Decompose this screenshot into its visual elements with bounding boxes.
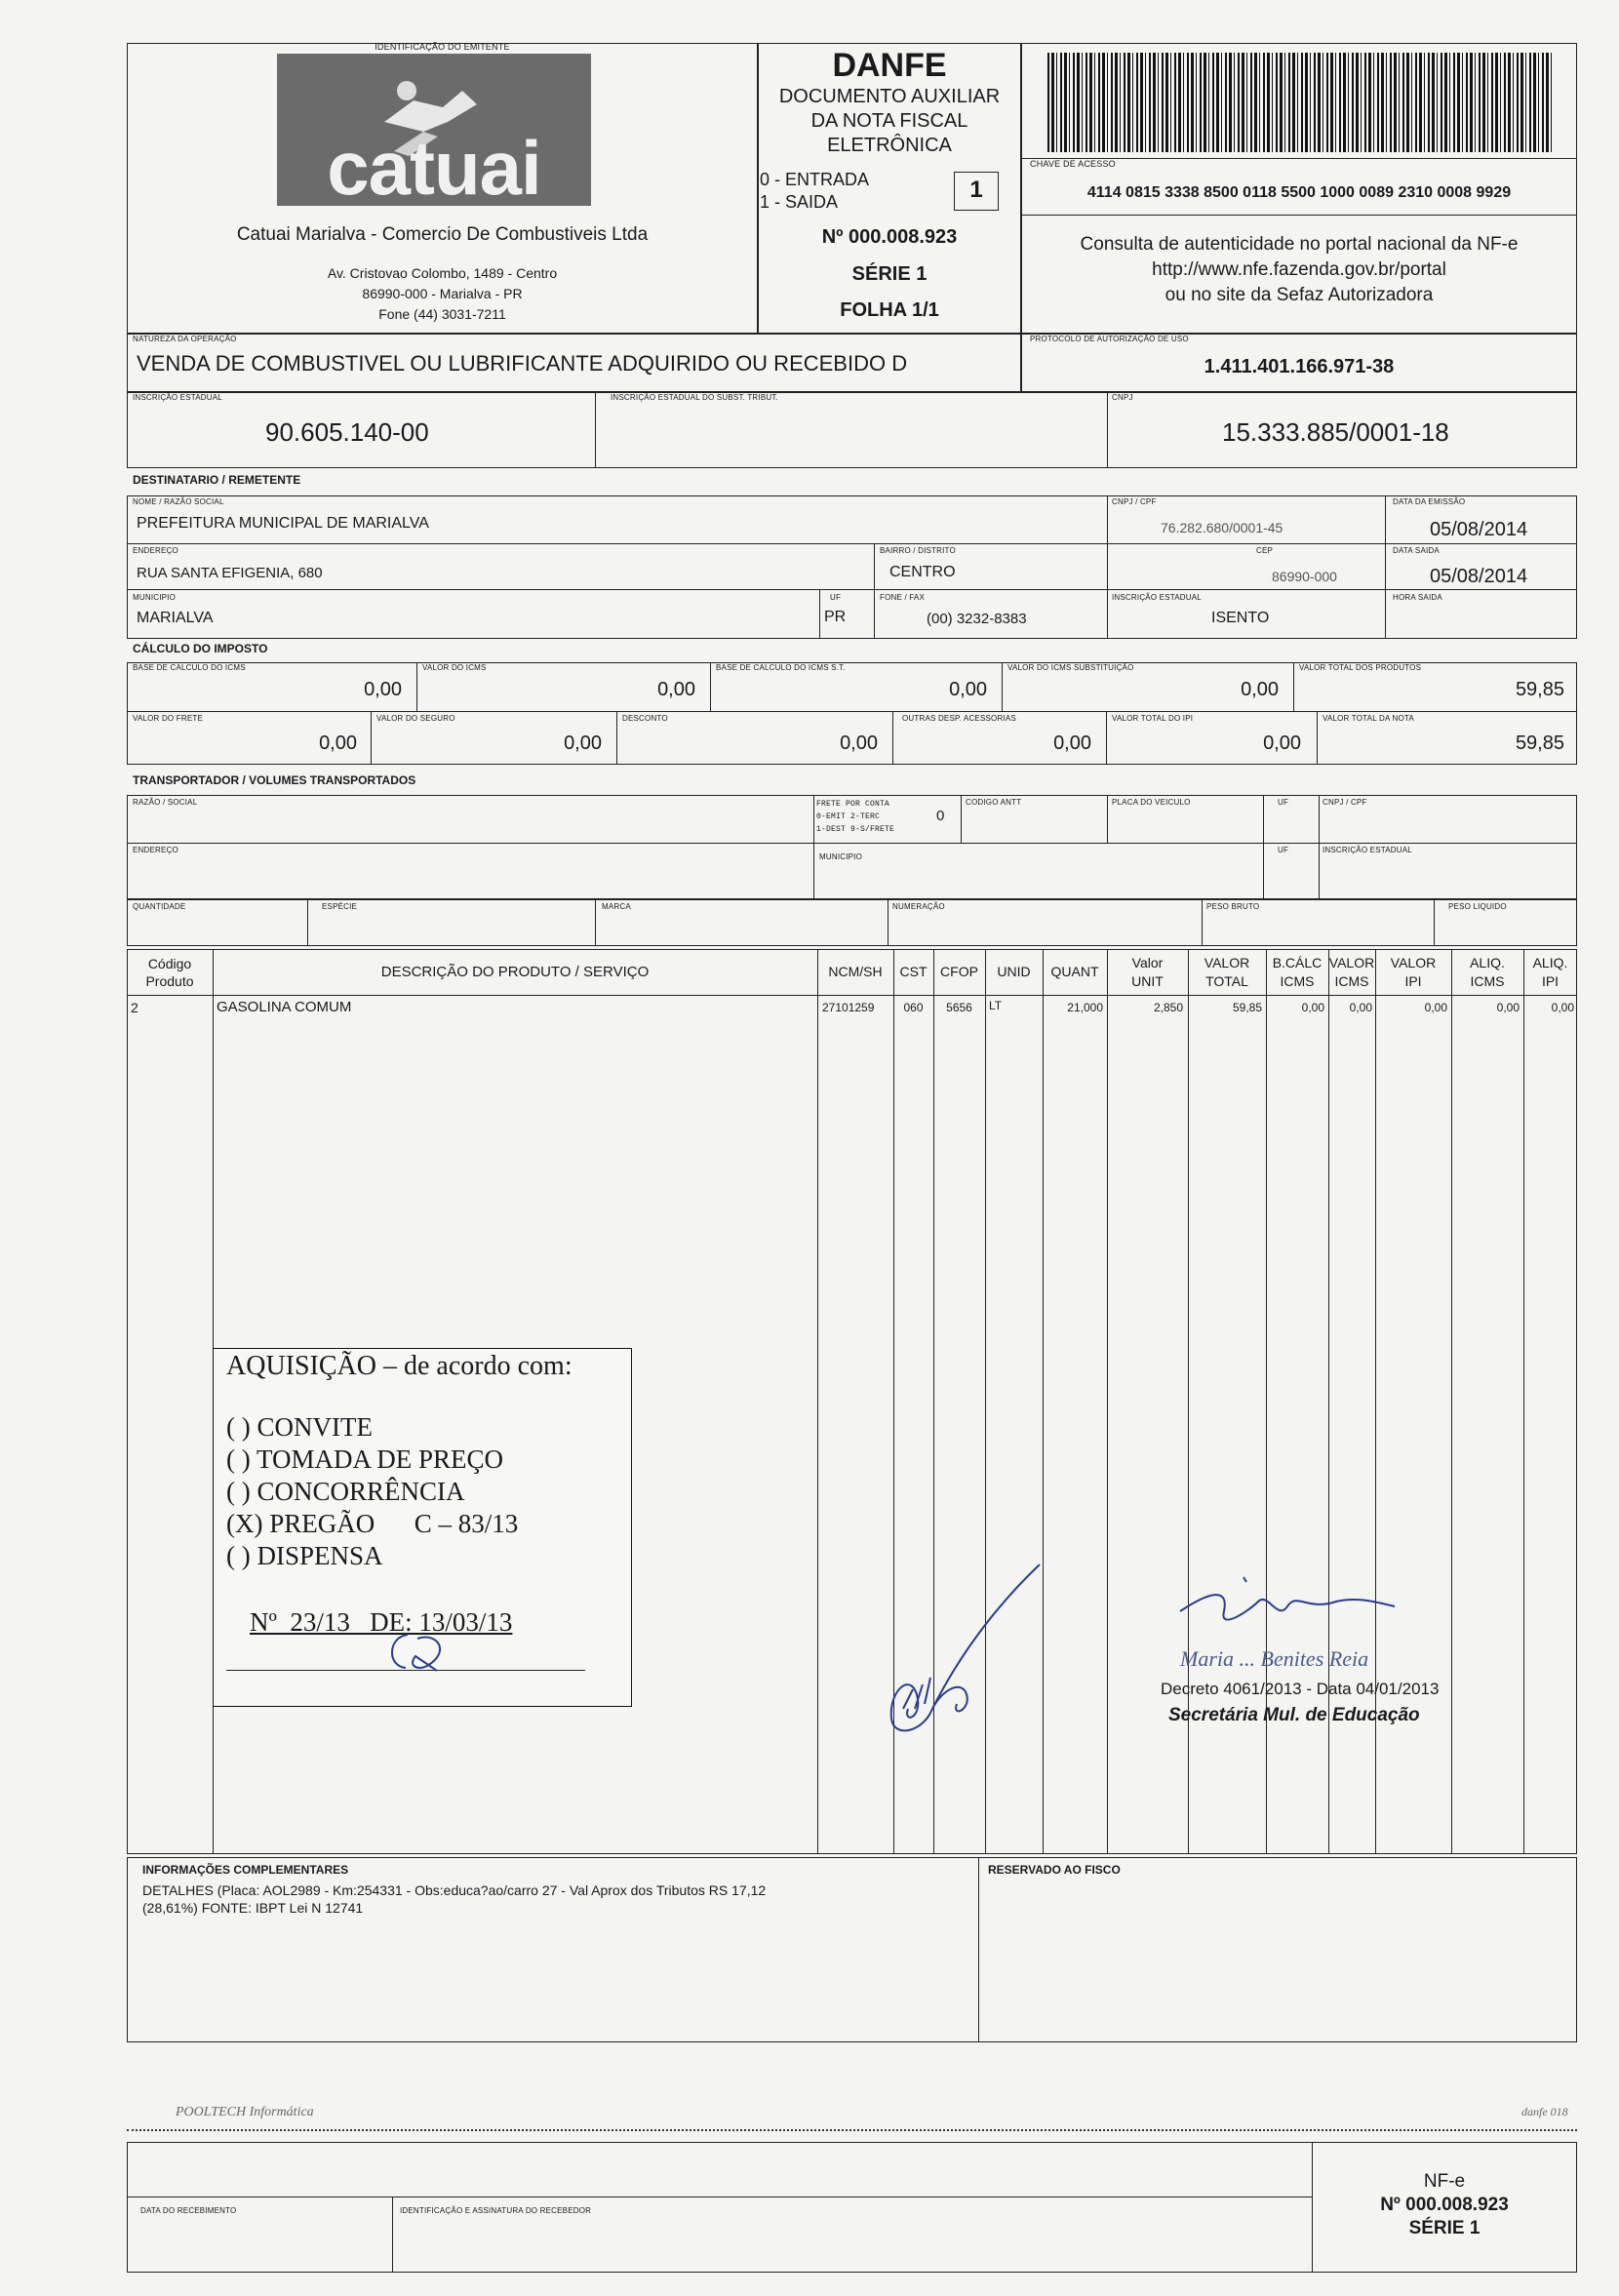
emitente-address-1: Av. Cristovao Colombo, 1489 - Centro <box>327 265 558 281</box>
signer-name: Maria ... Benites Reia <box>1180 1646 1369 1671</box>
pcol-2 <box>817 949 818 1854</box>
row-vtotal: 59,85 <box>1232 1001 1262 1014</box>
valor-icms-label: VALOR DO ICMS <box>422 663 487 672</box>
stamp-opt-1: ( ) CONVITE <box>226 1412 373 1442</box>
ie-label: INSCRIÇÃO ESTADUAL <box>133 393 222 402</box>
danfe-subtitle-1: DOCUMENTO AUXILIAR <box>778 86 1001 107</box>
protocolo-label: PROTOCOLO DE AUTORIZAÇÃO DE USO <box>1030 335 1189 343</box>
stamp-initials-icon <box>378 1627 456 1676</box>
cnpj-value: 15.333.885/0001-18 <box>1222 417 1449 447</box>
ie-st-label: INSCRIÇÃO ESTADUAL DO SUBST. TRIBUT. <box>611 393 778 402</box>
total-nota: 59,85 <box>1515 732 1564 754</box>
dest-fone-label: FONE / FAX <box>880 593 926 602</box>
valor-icms: 0,00 <box>657 679 695 700</box>
row-aicms: 0,00 <box>1496 1001 1520 1014</box>
dest-fone: (00) 3232-8383 <box>927 611 1027 627</box>
dest-endereco-label: ENDEREÇO <box>133 546 178 555</box>
imposto-title: CÁLCULO DO IMPOSTO <box>133 642 268 655</box>
transp-col-placa <box>1107 795 1108 843</box>
frete-conta-2: 0-EMIT 2-TERC <box>816 812 881 821</box>
h-bcalc-1: B.CÁLC <box>1272 955 1323 970</box>
dest-emissao-label: DATA DA EMISSÃO <box>1393 497 1466 506</box>
transp-row-div <box>127 843 1577 844</box>
transp-col-cnpj <box>1319 795 1320 899</box>
signature-right-icon <box>1170 1572 1404 1641</box>
signer-role: Secretária Mul. de Educação <box>1168 1705 1420 1725</box>
base-st: 0,00 <box>949 679 987 700</box>
h-vunit-1: Valor <box>1131 955 1164 970</box>
outras-label: OUTRAS DESP. ACESSORIAS <box>902 714 1016 723</box>
dest-emissao: 05/08/2014 <box>1430 519 1528 540</box>
danfe-tipo: 1 <box>969 177 983 203</box>
h-vicms-2: ICMS <box>1334 973 1369 989</box>
row-bcalc: 0,00 <box>1301 1001 1324 1014</box>
h-descricao: DESCRIÇÃO DO PRODUTO / SERVIÇO <box>380 964 650 980</box>
outras: 0,00 <box>1053 732 1091 754</box>
base-st-label: BASE DE CALCULO DO ICMS S.T. <box>716 663 846 672</box>
imposto-row-div <box>127 711 1577 712</box>
dest-endereco: RUA SANTA EFIGENIA, 680 <box>137 565 323 581</box>
vol-col-5 <box>1434 899 1435 946</box>
row-ncm: 27101259 <box>822 1001 875 1014</box>
dest-saida: 05/08/2014 <box>1430 566 1528 587</box>
frete-label: VALOR DO FRETE <box>133 714 203 723</box>
row-cfop: 5656 <box>946 1001 972 1014</box>
dest-uf-label: UF <box>830 593 842 602</box>
emitente-section-label: IDENTIFICAÇÃO DO EMITENTE <box>375 42 510 52</box>
dest-bairro: CENTRO <box>889 564 956 580</box>
vol-col-4 <box>1202 899 1203 946</box>
vol-col-2 <box>595 899 596 946</box>
seguro: 0,00 <box>564 732 602 754</box>
row-vunit: 2,850 <box>1153 1001 1183 1014</box>
fisco-label: RESERVADO AO FISCO <box>988 1863 1121 1877</box>
ie-value: 90.605.140-00 <box>265 417 429 447</box>
danfe-numero: Nº 000.008.923 <box>821 226 958 248</box>
dest-cep: 86990-000 <box>1272 569 1337 584</box>
dest-saida-label: DATA SAIDA <box>1393 546 1440 555</box>
transp-cnpj-label: CNPJ / CPF <box>1323 798 1367 807</box>
data-receb-label: DATA DO RECEBIMENTO <box>140 2206 237 2215</box>
h-vtotal-2: TOTAL <box>1205 973 1248 989</box>
dest-nome: PREFEITURA MUNICIPAL DE MARIALVA <box>137 515 429 532</box>
pcol-13 <box>1523 949 1524 1854</box>
dest-col-date <box>1385 495 1386 639</box>
especie-label: ESPÉCIE <box>322 902 358 911</box>
inscricao-div-2 <box>1107 392 1108 468</box>
assinatura-label: IDENTIFICAÇÃO E ASSINATURA DO RECEBEDOR <box>400 2206 592 2215</box>
vol-col-1 <box>307 899 308 946</box>
h-aicms-2: ICMS <box>1470 973 1505 989</box>
h-aipi-2: IPI <box>1541 973 1560 989</box>
dest-cnpj: 76.282.680/0001-45 <box>1161 520 1283 535</box>
desconto-label: DESCONTO <box>622 714 668 723</box>
pcol-12 <box>1451 949 1452 1854</box>
transp-ie-label: INSCRIÇÃO ESTADUAL <box>1323 846 1412 854</box>
dest-uf: PR <box>824 609 847 625</box>
canhoto-div-date <box>392 2197 393 2273</box>
row-vipi: 0,00 <box>1424 1001 1447 1014</box>
pcol-7 <box>1107 949 1108 1854</box>
footer-serie: SÉRIE 1 <box>1408 2218 1481 2238</box>
transp-col-uf <box>1263 795 1264 899</box>
h-aipi-1: ALIQ. <box>1532 955 1568 970</box>
peso-liquido-label: PESO LIQUIDO <box>1448 902 1507 911</box>
seguro-label: VALOR DO SEGURO <box>376 714 455 723</box>
marca-label: MARCA <box>602 902 631 911</box>
h-vipi-1: VALOR <box>1390 955 1437 970</box>
emitente-phone: Fone (44) 3031-7211 <box>378 306 506 322</box>
transp-endereco-label: ENDEREÇO <box>133 846 178 854</box>
danfe-code: danfe 018 <box>1521 2105 1568 2118</box>
software-label: POOLTECH Informática <box>176 2105 314 2119</box>
catuai-logo <box>277 54 591 211</box>
stamp-opt-2: ( ) TOMADA DE PREÇO <box>226 1445 504 1474</box>
produtos-header-div <box>127 995 1577 996</box>
stamp-numero: Nº 23/13 DE: 13/03/13 <box>250 1607 513 1637</box>
h-vunit-2: UNIT <box>1131 973 1164 989</box>
row-quant: 21,000 <box>1067 1001 1103 1014</box>
dest-bairro-label: BAIRRO / DISTRITO <box>880 546 956 555</box>
transp-uf-label: UF <box>1278 798 1289 807</box>
info-line-2: (28,61%) FONTE: IBPT Lei N 12741 <box>142 1900 364 1916</box>
dest-municipio: MARIALVA <box>137 610 214 626</box>
danfe-saida: 1 - SAIDA <box>760 192 839 212</box>
cut-line <box>127 2129 1577 2131</box>
row-unid: LT <box>989 999 1003 1012</box>
dest-col-bairro <box>874 543 875 639</box>
footer-numero: Nº 000.008.923 <box>1380 2195 1509 2215</box>
transp-col-antt <box>961 795 962 843</box>
razao-label: RAZÃO / SOCIAL <box>133 798 198 807</box>
frete-conta-value: 0 <box>936 808 945 824</box>
dest-ie-label: INSCRIÇÃO ESTADUAL <box>1112 593 1202 602</box>
dest-nome-label: NOME / RAZÃO SOCIAL <box>133 497 224 506</box>
logo-text: catuai <box>327 125 541 211</box>
valor-st: 0,00 <box>1241 679 1279 700</box>
danfe-folha: FOLHA 1/1 <box>840 299 939 321</box>
cnpj-label: CNPJ <box>1112 393 1133 402</box>
inscricao-div-1 <box>595 392 596 468</box>
dest-hora-label: HORA SAIDA <box>1393 593 1442 602</box>
ipi-label: VALOR TOTAL DO IPI <box>1112 714 1194 723</box>
frete-conta-3: 1-DEST 9-S/FRETE <box>816 825 895 834</box>
chave-label: CHAVE DE ACESSO <box>1030 159 1116 169</box>
h-vipi-2: IPI <box>1404 973 1422 989</box>
transp-uf2-label: UF <box>1278 846 1289 854</box>
h-aicms-1: ALIQ. <box>1470 955 1505 970</box>
placa-label: PLACA DO VEICULO <box>1112 798 1191 807</box>
info-line-1: DETALHES (Placa: AOL2989 - Km:254331 - Obs:educa?ao/carro 27 - Val Aprox dos Tributos RS 17,12 <box>142 1882 767 1898</box>
frete-conta-1: FRETE POR CONTA <box>816 800 890 809</box>
desconto: 0,00 <box>840 732 878 754</box>
dest-cep-label: CEP <box>1256 546 1274 555</box>
transportador-title: TRANSPORTADOR / VOLUMES TRANSPORTADOS <box>133 773 416 787</box>
dest-ie: ISENTO <box>1211 610 1270 626</box>
transp-col-frete <box>813 795 814 899</box>
emitente-address-2: 86990-000 - Marialva - PR <box>362 286 523 301</box>
row-descricao: GASOLINA COMUM <box>217 999 352 1015</box>
signer-decree: Decreto 4061/2013 - Data 04/01/2013 <box>1161 1680 1440 1698</box>
chave-value[interactable]: 4114 0815 3338 8500 0118 5500 1000 0089 2310 0008 9929 <box>1086 184 1512 201</box>
footer-nfe: NF-e <box>1423 2171 1466 2192</box>
destinatario-title: DESTINATARIO / REMETENTE <box>133 473 301 487</box>
h-codigo-2: Produto <box>145 973 194 989</box>
consulta-2[interactable]: http://www.nfe.fazenda.gov.br/portal <box>1152 259 1446 280</box>
h-cfop: CFOP <box>940 964 978 979</box>
quantidade-label: QUANTIDADE <box>133 902 186 911</box>
valor-st-label: VALOR DO ICMS SUBSTITUIÇÃO <box>1007 663 1134 672</box>
dest-row-2 <box>127 589 1577 590</box>
protocolo-value: 1.411.401.166.971-38 <box>1204 356 1395 377</box>
danfe-entrada: 0 - ENTRADA <box>760 170 870 189</box>
dest-col-uf <box>819 589 820 639</box>
consulta-3: ou no site da Sefaz Autorizadora <box>1165 285 1434 305</box>
dest-col-cnpj <box>1107 495 1108 639</box>
frete: 0,00 <box>319 732 357 754</box>
stamp-opt-5: ( ) DISPENSA <box>226 1541 383 1570</box>
emitente-name: Catuai Marialva - Comercio De Combustiveis Ltda <box>236 224 649 245</box>
base-icms: 0,00 <box>364 679 402 700</box>
natureza-value: VENDA DE COMBUSTIVEL OU LUBRIFICANTE ADQUIRIDO OU RECEBIDO D <box>137 351 908 376</box>
h-vtotal-1: VALOR <box>1204 955 1250 970</box>
chave-divider-2 <box>1021 215 1577 216</box>
stamp-opt-3: ( ) CONCORRÊNCIA <box>226 1477 465 1506</box>
h-cst: CST <box>899 964 928 979</box>
signature-scribble-icon <box>874 1563 1088 1748</box>
consulta-1: Consulta de autenticidade no portal nacional da NF-e <box>1080 234 1519 255</box>
dest-row-1 <box>127 543 1577 544</box>
dest-municipio-label: MUNICIPIO <box>133 593 177 602</box>
barcode <box>1047 53 1553 152</box>
transp-municipio-label: MUNICIPIO <box>819 852 863 861</box>
ipi: 0,00 <box>1263 732 1301 754</box>
danfe-subtitle-2: DA NOTA FISCAL <box>810 110 968 132</box>
numeracao-label: NUMERAÇÃO <box>892 902 945 911</box>
antt-label: CODIGO ANTT <box>966 798 1022 807</box>
danfe-title: DANFE <box>832 47 947 84</box>
natureza-label: NATUREZA DA OPERAÇÃO <box>133 335 237 343</box>
row-aipi: 0,00 <box>1551 1001 1574 1014</box>
total-produtos-label: VALOR TOTAL DOS PRODUTOS <box>1299 663 1422 672</box>
dest-cnpj-label: CNPJ / CPF <box>1112 497 1157 506</box>
total-nota-label: VALOR TOTAL DA NOTA <box>1323 714 1414 723</box>
danfe-subtitle-3: ELETRÔNICA <box>827 135 952 156</box>
adicionais-div <box>978 1857 979 2042</box>
h-codigo-1: Código <box>147 956 192 971</box>
info-label: INFORMAÇÕES COMPLEMENTARES <box>142 1863 349 1877</box>
peso-bruto-label: PESO BRUTO <box>1206 902 1260 911</box>
h-vicms-1: VALOR <box>1328 955 1375 970</box>
h-ncm: NCM/SH <box>828 964 883 979</box>
danfe-serie: SÉRIE 1 <box>851 263 928 285</box>
h-unid: UNID <box>997 964 1031 979</box>
stamp-opt-4: (X) PREGÃO C – 83/13 <box>226 1509 519 1538</box>
base-icms-label: BASE DE CALCULO DO ICMS <box>133 663 246 672</box>
stamp-title: AQUISIÇÃO – de acordo com: <box>226 1351 573 1381</box>
row-vicms: 0,00 <box>1349 1001 1372 1014</box>
total-produtos: 59,85 <box>1515 679 1564 700</box>
row-codigo: 2 <box>131 1000 138 1015</box>
h-quant: QUANT <box>1050 964 1099 979</box>
h-bcalc-2: ICMS <box>1280 973 1315 989</box>
row-cst: 060 <box>903 1001 924 1014</box>
